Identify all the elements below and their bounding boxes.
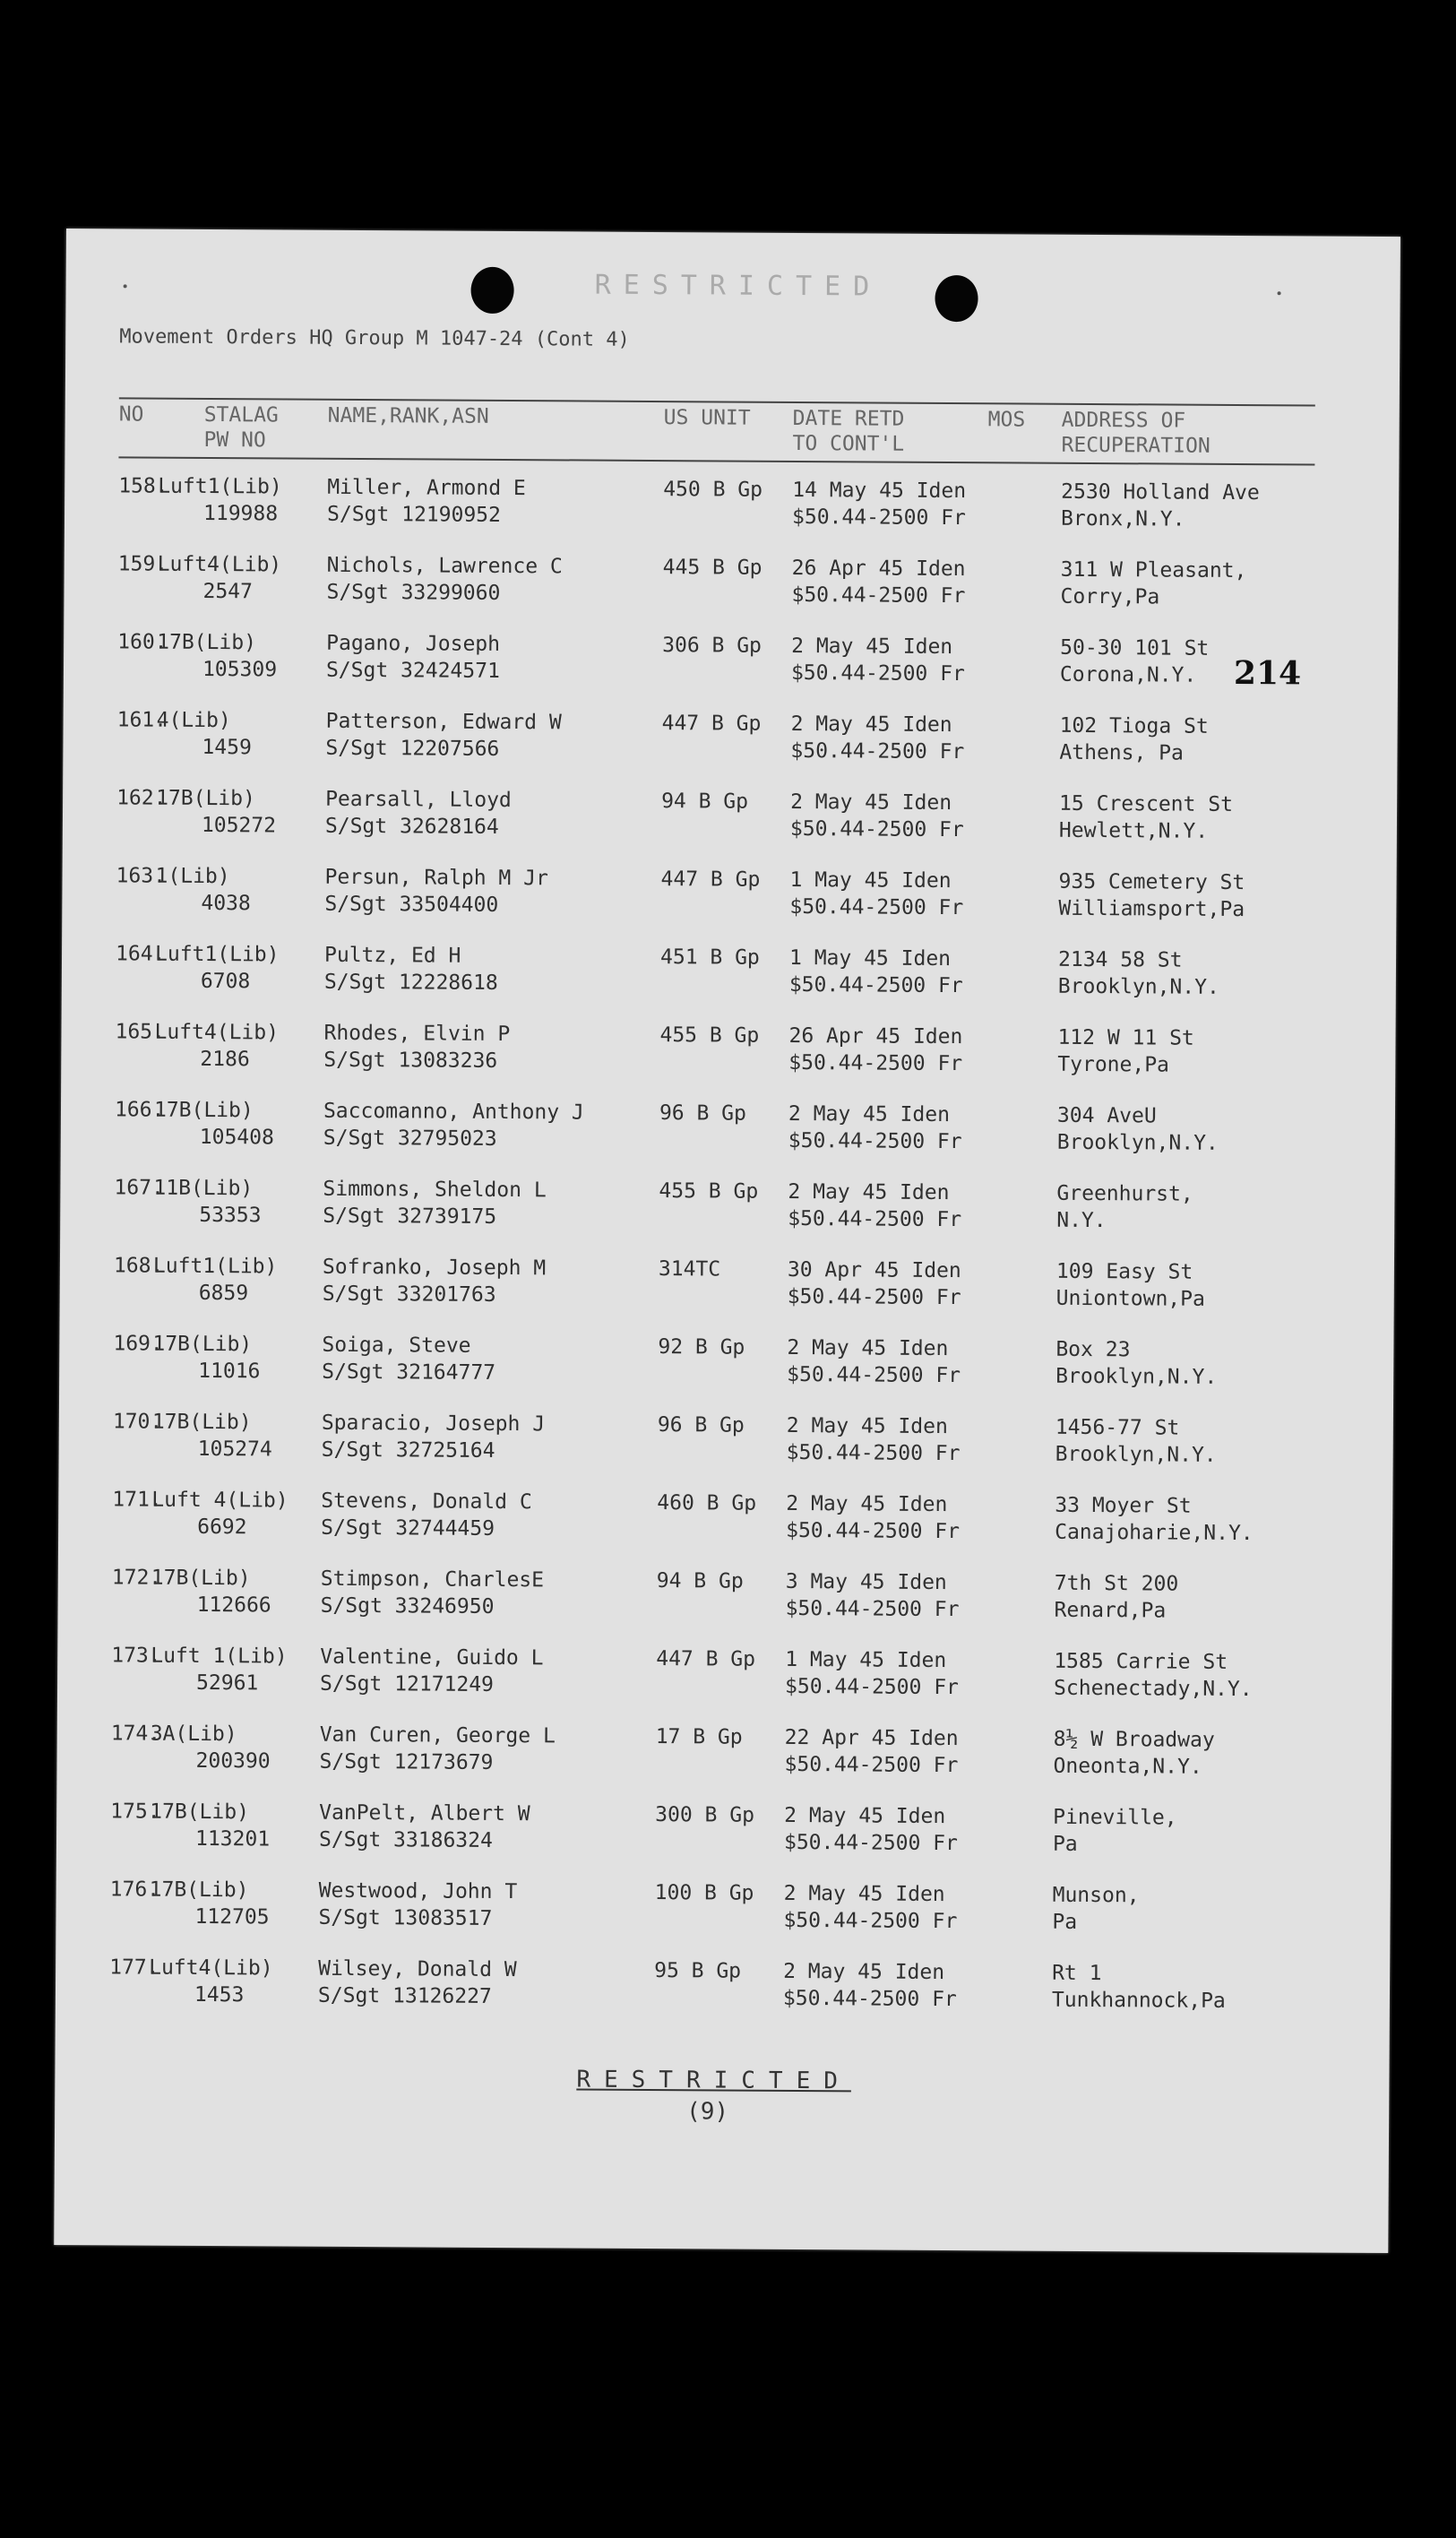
address-line-1: 50-30 101 St (1060, 635, 1210, 660)
column-header-stalag: STALAG (203, 402, 279, 427)
address-line-1: 2530 Holland Ave (1061, 479, 1260, 505)
stalag-camp: 17B(Lib) (151, 1410, 252, 1435)
person-name: Nichols, Lawrence C (326, 553, 563, 579)
person-name: Van Curen, George L (319, 1722, 556, 1748)
list-item (56, 1954, 1391, 2040)
date-returned: 2 May 45 Iden (791, 634, 953, 660)
address-line-2: Corry,Pa (1060, 584, 1160, 609)
pw-number: 113201 (194, 1826, 271, 1852)
payment: $50.44-2500 Fr (790, 738, 965, 764)
address-line-2: Renard,Pa (1054, 1598, 1167, 1623)
address-line-2: Uniontown,Pa (1055, 1286, 1205, 1311)
column-header-pw-no: PW NO (203, 427, 266, 453)
address-line-1: 112 W 11 St (1057, 1025, 1194, 1050)
rank-asn: S/Sgt 12207566 (325, 736, 500, 761)
us-unit: 460 B Gp (657, 1491, 757, 1515)
payment: $50.44-2500 Fr (783, 1908, 958, 1934)
person-name: Sparacio, Joseph J (321, 1411, 546, 1437)
date-returned: 2 May 45 Iden (783, 1959, 945, 1985)
list-item (61, 1096, 1396, 1182)
row-number: 166. (114, 1098, 165, 1122)
pw-number: 112705 (194, 1904, 270, 1929)
stalag-camp: 1(Lib) (155, 864, 230, 889)
stalag-camp: Luft1(Lib) (154, 942, 280, 967)
address-line-2: Schenectady,N.Y. (1053, 1676, 1253, 1702)
address-line-1: 935 Cemetery St (1058, 869, 1245, 895)
pw-number: 52961 (196, 1670, 259, 1696)
us-unit: 455 B Gp (659, 1023, 760, 1048)
date-returned: 14 May 45 Iden (792, 478, 967, 504)
payment: $50.44-2500 Fr (788, 1128, 962, 1154)
list-item (62, 940, 1397, 1026)
payment: $50.44-2500 Fr (787, 1284, 961, 1310)
rank-asn: S/Sgt 12228618 (323, 970, 498, 995)
list-item (63, 784, 1398, 870)
address-line-1: 2134 58 St (1057, 947, 1183, 972)
row-number: 168. (113, 1254, 164, 1278)
stalag-camp: Luft4(Lib) (149, 1955, 273, 1981)
pw-number: 6708 (200, 969, 251, 994)
payment: $50.44-2500 Fr (791, 583, 966, 609)
person-name: Pultz, Ed H (323, 943, 461, 968)
address-line-2: Brooklyn,N.Y. (1055, 1364, 1218, 1389)
payment: $50.44-2500 Fr (788, 1050, 963, 1076)
rank-asn: S/Sgt 32744459 (321, 1515, 495, 1541)
rank-asn: S/Sgt 12171249 (320, 1671, 495, 1696)
address-line-2: Bronx,N.Y. (1060, 506, 1185, 531)
rank-asn: S/Sgt 32628164 (324, 814, 499, 839)
list-item (59, 1252, 1394, 1338)
person-name: Simmons, Sheldon L (323, 1177, 547, 1203)
restricted-header-stamp: RESTRICTED (594, 269, 883, 303)
date-returned: 3 May 45 Iden (785, 1569, 947, 1595)
pw-number: 200390 (195, 1748, 271, 1774)
us-unit: 450 B Gp (663, 478, 763, 502)
person-name: Soiga, Steve (322, 1333, 471, 1358)
address-line-1: Box 23 (1055, 1337, 1131, 1362)
date-returned: 26 Apr 45 Iden (791, 556, 966, 582)
rank-asn: S/Sgt 33186324 (318, 1827, 493, 1852)
person-name: Valentine, Guido L (320, 1645, 544, 1670)
rank-asn: S/Sgt 32424571 (325, 658, 500, 683)
address-line-1: 1585 Carrie St (1054, 1649, 1228, 1674)
row-number: 175. (110, 1800, 160, 1824)
payment: $50.44-2500 Fr (784, 1674, 960, 1700)
rank-asn: S/Sgt 13083236 (323, 1048, 498, 1073)
person-name: Pearsall, Lloyd (325, 787, 512, 813)
punch-hole (935, 275, 978, 322)
list-item (58, 1408, 1393, 1494)
date-returned: 2 May 45 Iden (790, 712, 952, 738)
date-returned: 2 May 45 Iden (787, 1335, 949, 1361)
payment: $50.44-2500 Fr (783, 1830, 958, 1856)
stalag-camp: Luft 4(Lib) (151, 1488, 289, 1513)
us-unit: 447 B Gp (661, 712, 762, 736)
address-line-2: N.Y. (1056, 1208, 1107, 1233)
stalag-camp: Luft 1(Lib) (151, 1644, 288, 1669)
stalag-camp: 17B(Lib) (149, 1878, 249, 1903)
date-returned: 1 May 45 Iden (785, 1647, 947, 1673)
pw-number: 2547 (202, 579, 253, 604)
date-returned: 2 May 45 Iden (788, 1101, 951, 1127)
stalag-camp: 17B(Lib) (156, 786, 255, 811)
person-name: Sofranko, Joseph M (322, 1255, 547, 1281)
person-name: Westwood, John T (318, 1878, 518, 1904)
rank-asn: S/Sgt 12173679 (319, 1749, 494, 1774)
person-name: Wilsey, Donald W (318, 1956, 517, 1982)
address-line-1: 33 Moyer St (1055, 1493, 1192, 1518)
list-item (64, 550, 1399, 636)
row-number: 161. (116, 708, 168, 732)
stalag-camp: 17B(Lib) (157, 630, 257, 655)
restricted-footer-stamp: RESTRICTED (576, 2066, 852, 2095)
stalag-camp: Luft4(Lib) (157, 552, 282, 577)
address-line-2: Pa (1052, 1832, 1078, 1856)
row-number: 164. (115, 942, 166, 966)
pw-number: 105274 (197, 1437, 272, 1462)
us-unit: 100 B Gp (654, 1881, 754, 1905)
stalag-camp: Luft1(Lib) (152, 1254, 278, 1279)
person-name: Patterson, Edward W (325, 709, 562, 735)
list-item (64, 628, 1399, 714)
payment: $50.44-2500 Fr (788, 972, 963, 998)
us-unit: 95 B Gp (654, 1959, 742, 1983)
date-returned: 2 May 45 Iden (788, 1179, 950, 1205)
person-name: Stimpson, CharlesE (320, 1567, 545, 1593)
payment: $50.44-2500 Fr (787, 1362, 961, 1388)
list-item (63, 706, 1398, 792)
payment: $50.44-2500 Fr (791, 505, 966, 531)
list-item (60, 1174, 1395, 1260)
column-header-date-2: TO CONT'L (792, 431, 905, 456)
column-header-address-2: RECUPERATION (1061, 433, 1210, 458)
pw-number: 1453 (194, 1982, 245, 2007)
date-returned: 22 Apr 45 Iden (784, 1725, 959, 1751)
address-line-1: 15 Crescent St (1059, 791, 1234, 816)
person-name: Pagano, Joseph (326, 631, 501, 656)
payment: $50.44-2500 Fr (786, 1518, 961, 1544)
stalag-camp: 3A(Lib) (150, 1722, 237, 1747)
person-name: Miller, Armond E (327, 475, 526, 501)
pw-number: 1459 (202, 735, 252, 760)
rank-asn: S/Sgt 13083517 (318, 1905, 493, 1930)
us-unit: 300 B Gp (655, 1803, 755, 1827)
payment: $50.44-2500 Fr (785, 1596, 960, 1622)
us-unit: 92 B Gp (658, 1335, 745, 1360)
pw-number: 105272 (201, 813, 277, 838)
date-returned: 2 May 45 Iden (783, 1881, 945, 1907)
us-unit: 94 B Gp (656, 1569, 744, 1593)
pw-number: 11016 (198, 1359, 261, 1384)
punch-hole (470, 267, 513, 314)
document-page (54, 229, 1400, 2253)
payment: $50.44-2500 Fr (789, 894, 964, 920)
address-line-2: Brooklyn,N.Y. (1057, 974, 1219, 999)
address-line-2: Hewlett,N.Y. (1058, 818, 1209, 843)
row-number: 171. (112, 1488, 162, 1512)
address-line-1: 1456-77 St (1055, 1415, 1180, 1440)
person-name: Persun, Ralph M Jr (324, 865, 548, 891)
date-returned: 1 May 45 Iden (788, 945, 952, 971)
us-unit: 17 B Gp (655, 1725, 743, 1749)
payment: $50.44-2500 Fr (788, 1206, 962, 1232)
address-line-1: 102 Tioga St (1059, 713, 1209, 738)
address-line-2: Pa (1052, 1910, 1078, 1934)
date-returned: 2 May 45 Iden (786, 1413, 948, 1439)
address-line-2: Brooklyn,N.Y. (1056, 1130, 1219, 1155)
rank-asn: S/Sgt 32739175 (323, 1204, 497, 1229)
stalag-camp: 17B(Lib) (150, 1800, 250, 1825)
row-number: 160. (117, 630, 168, 654)
address-line-1: Munson, (1052, 1883, 1140, 1908)
rank-asn: S/Sgt 32725164 (321, 1437, 495, 1463)
address-line-2: Oneonta,N.Y. (1053, 1754, 1202, 1779)
us-unit: 447 B Gp (660, 868, 761, 892)
rank-asn: S/Sgt 33246950 (320, 1593, 495, 1619)
column-header-no: NO (118, 402, 144, 427)
list-item (57, 1642, 1392, 1728)
address-line-1: Rt 1 (1052, 1961, 1102, 1986)
row-number: 176. (109, 1878, 160, 1902)
rank-asn: S/Sgt 33504400 (324, 892, 499, 917)
address-line-2: Tyrone,Pa (1057, 1052, 1170, 1077)
person-name: Rhodes, Elvin P (323, 1021, 511, 1047)
pw-number: 105309 (202, 657, 278, 682)
us-unit: 451 B Gp (659, 945, 760, 970)
address-line-1: Pineville, (1053, 1805, 1177, 1830)
payment: $50.44-2500 Fr (786, 1440, 961, 1466)
document-title: Movement Orders HQ Group M 1047-24 (Cont 4) (119, 325, 630, 351)
pw-number: 119988 (202, 501, 279, 526)
page-number: (9) (686, 2098, 729, 2126)
rank-asn: S/Sgt 13126227 (317, 1983, 492, 2008)
list-item (65, 472, 1400, 558)
address-line-2: Brooklyn,N.Y. (1055, 1442, 1217, 1467)
row-number: 159. (117, 552, 168, 576)
address-line-2: Tunkhannock,Pa (1051, 1988, 1226, 2013)
pw-number: 6859 (198, 1281, 249, 1306)
row-number: 163. (116, 864, 167, 888)
stalag-camp: 17B(Lib) (153, 1098, 254, 1123)
stalag-camp: 17B(Lib) (152, 1332, 253, 1357)
list-item (62, 862, 1397, 948)
us-unit: 306 B Gp (662, 634, 762, 658)
row-number: 169. (113, 1332, 163, 1356)
column-header-unit: US UNIT (663, 406, 751, 430)
pw-number: 2186 (200, 1047, 250, 1072)
row-number: 165. (115, 1020, 165, 1044)
list-item (58, 1486, 1393, 1572)
stalag-camp: Luft4(Lib) (154, 1020, 280, 1045)
person-name: Stevens, Donald C (321, 1489, 532, 1515)
row-number: 177. (109, 1955, 159, 1980)
stalag-camp: 17B(Lib) (151, 1566, 251, 1591)
row-number: 170. (112, 1410, 163, 1434)
address-line-1: 7th St 200 (1054, 1571, 1179, 1596)
person-name: VanPelt, Albert W (319, 1800, 530, 1826)
address-line-2: Athens, Pa (1059, 740, 1185, 765)
column-header-address: ADDRESS OF (1061, 408, 1186, 433)
row-number: 167. (114, 1176, 164, 1200)
address-line-1: Greenhurst, (1056, 1181, 1193, 1206)
us-unit: 94 B Gp (661, 790, 749, 814)
payment: $50.44-2500 Fr (790, 660, 965, 686)
date-returned: 30 Apr 45 Iden (787, 1257, 961, 1283)
pw-number: 53353 (199, 1203, 262, 1228)
column-header-name: NAME,RANK,ASN (327, 403, 489, 428)
row-number: 162. (116, 786, 167, 810)
column-header-date: DATE RETD (792, 406, 905, 431)
pw-number: 4038 (201, 891, 251, 916)
date-returned: 2 May 45 Iden (786, 1491, 948, 1517)
address-line-2: Corona,N.Y. (1059, 662, 1197, 687)
list-item (59, 1330, 1394, 1416)
date-returned: 2 May 45 Iden (790, 790, 952, 816)
page-stamp-number: 214 (1233, 653, 1302, 693)
address-line-1: 109 Easy St (1055, 1259, 1193, 1284)
row-number: 174. (110, 1722, 161, 1746)
us-unit: 96 B Gp (657, 1413, 745, 1437)
row-number: 172. (111, 1566, 162, 1590)
us-unit: 445 B Gp (662, 556, 762, 580)
list-item (56, 1798, 1391, 1884)
paper-speck (1278, 291, 1281, 295)
payment: $50.44-2500 Fr (789, 816, 964, 842)
date-returned: 2 May 45 Iden (784, 1803, 946, 1829)
column-header-mos: MOS (987, 408, 1026, 432)
pw-number: 105408 (199, 1125, 274, 1150)
list-item (56, 1720, 1391, 1806)
payment: $50.44-2500 Fr (782, 1986, 957, 2012)
us-unit: 314TC (658, 1257, 721, 1282)
row-number: 158. (118, 474, 168, 498)
rank-asn: S/Sgt 32795023 (323, 1126, 497, 1151)
address-line-1: 8½ W Broadway (1053, 1727, 1215, 1752)
list-item (57, 1564, 1392, 1650)
date-returned: 1 May 45 Iden (789, 868, 952, 893)
address-line-1: 311 W Pleasant, (1060, 557, 1247, 583)
address-line-1: 304 AveU (1056, 1103, 1157, 1128)
paper-speck (124, 284, 127, 288)
rank-asn: S/Sgt 32164777 (322, 1360, 496, 1385)
stalag-camp: 4(Lib) (156, 708, 231, 733)
stalag-camp: 11B(Lib) (153, 1176, 254, 1201)
us-unit: 447 B Gp (656, 1647, 756, 1671)
rank-asn: S/Sgt 33201763 (322, 1282, 496, 1307)
date-returned: 26 Apr 45 Iden (788, 1023, 963, 1049)
rank-asn: S/Sgt 33299060 (326, 580, 501, 605)
address-line-2: Williamsport,Pa (1058, 896, 1245, 922)
pw-number: 6692 (197, 1515, 247, 1540)
us-unit: 455 B Gp (659, 1179, 759, 1204)
person-name: Saccomanno, Anthony J (323, 1099, 584, 1125)
list-item (61, 1018, 1396, 1104)
payment: $50.44-2500 Fr (784, 1752, 959, 1778)
stalag-camp: Luft1(Lib) (158, 474, 282, 499)
rank-asn: S/Sgt 12190952 (326, 502, 502, 527)
pw-number: 112666 (196, 1593, 271, 1618)
address-line-2: Canajoharie,N.Y. (1055, 1520, 1254, 1546)
us-unit: 96 B Gp (659, 1101, 746, 1126)
row-number: 173. (111, 1644, 161, 1668)
list-item (56, 1876, 1391, 1962)
